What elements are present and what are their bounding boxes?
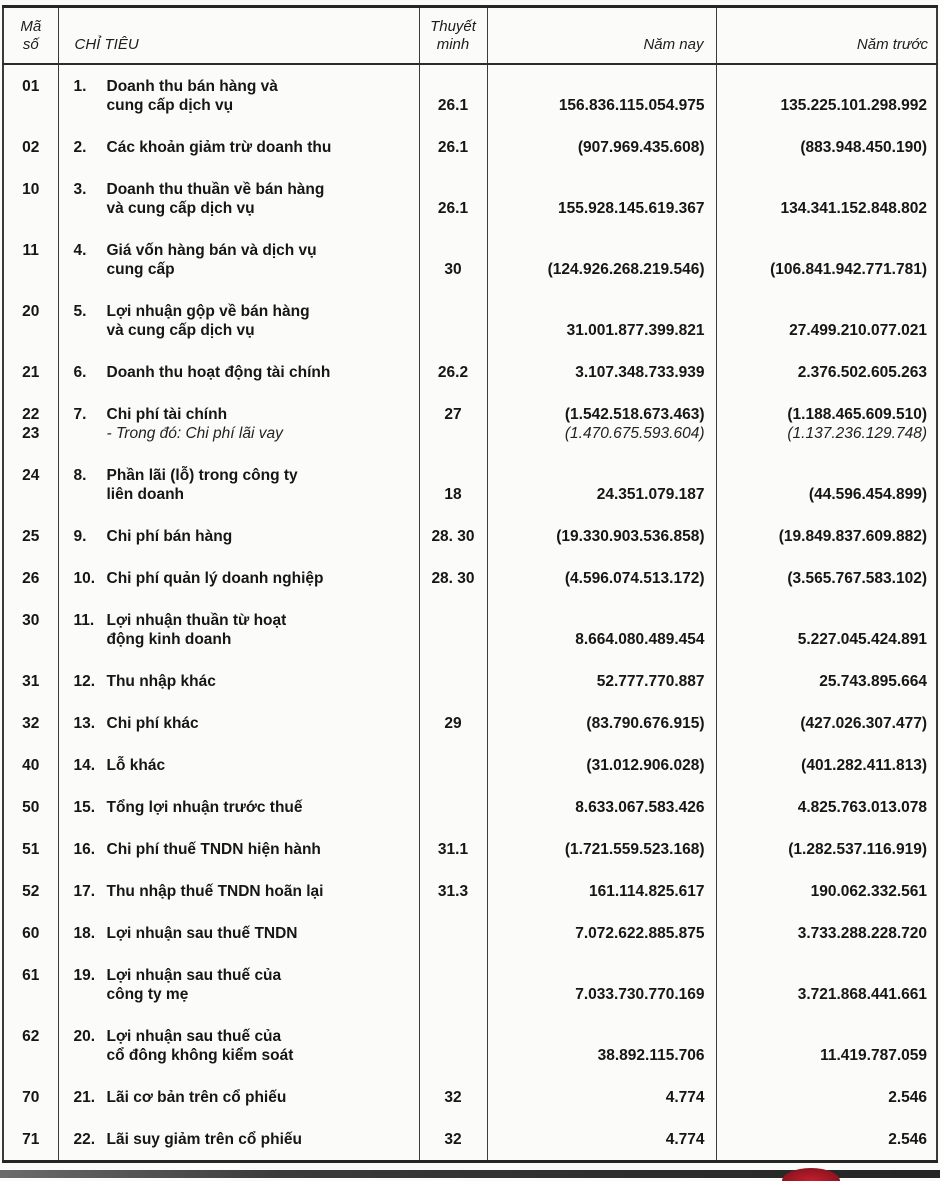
row-value-current (487, 454, 716, 515)
row-item-line (59, 466, 419, 504)
row-note (419, 599, 487, 660)
row-value-prior-main: 2.376.502.605.263 (797, 363, 927, 381)
row-item (58, 64, 419, 126)
row-item-number: 18. (73, 924, 96, 942)
row-value-current (487, 515, 716, 557)
row-value-prior-main: 11.419.787.059 (820, 1046, 927, 1064)
row-value-current (487, 64, 716, 126)
row-code (3, 168, 58, 229)
row-code-main: 62 (22, 1027, 40, 1045)
row-code-main: 70 (22, 1088, 40, 1106)
row-item-label: Các khoản giảm trừ doanh thu (106, 138, 332, 156)
row-value-current (487, 786, 716, 828)
row-item (58, 454, 419, 515)
row-value-current-main: (4.596.074.513.172) (564, 569, 705, 587)
row-value-prior (716, 557, 937, 599)
row-item-label: Chi phí thuế TNDN hiện hành (106, 840, 321, 858)
row-note: 26.2 (419, 351, 487, 393)
row-code (3, 744, 58, 786)
row-item-label: Lợi nhuận sau thuế của công ty mẹ (106, 966, 282, 1003)
row-note: 29 (419, 702, 487, 744)
row-code (3, 912, 58, 954)
row-value-current-main: (83.790.676.915) (586, 714, 705, 732)
row-value-current-main: 8.633.067.583.426 (575, 798, 705, 816)
row-value-current-main: 7.072.622.885.875 (575, 924, 705, 942)
row-value-prior-main: 25.743.895.664 (819, 672, 927, 690)
row-value-prior-main: (883.948.450.190) (800, 138, 927, 156)
row-note: 32 (419, 1118, 487, 1162)
row-code-main: 01 (22, 77, 40, 95)
row-item (58, 702, 419, 744)
row-value-prior-main: 3.721.868.441.661 (797, 985, 927, 1003)
row-code (3, 1015, 58, 1076)
row-code-sub: 23 (22, 424, 40, 442)
row-code-main: 61 (22, 966, 40, 984)
row-value-current-main: 31.001.877.399.821 (566, 321, 705, 339)
row-value-prior (716, 660, 937, 702)
row-value-prior (716, 954, 937, 1015)
row-value-prior-main: 3.733.288.228.720 (797, 924, 927, 942)
row-note (419, 1015, 487, 1076)
row-value-current-sub: (1.470.675.593.604) (564, 424, 705, 442)
row-item-number: 11. (73, 611, 95, 629)
row-item-label: Chi phí tài chính (106, 405, 228, 423)
row-value-prior-main: 135.225.101.298.992 (780, 96, 927, 114)
table-row (3, 954, 937, 1015)
row-value-prior-main: 2.546 (888, 1130, 927, 1148)
row-code (3, 1076, 58, 1118)
row-item (58, 557, 419, 599)
row-item-label: Phần lãi (lỗ) trong công ty liên doanh (106, 466, 298, 503)
row-value-prior (716, 515, 937, 557)
row-code (3, 126, 58, 168)
row-value-current-main: (907.969.435.608) (577, 138, 705, 156)
row-value-current (487, 1076, 716, 1118)
row-value-prior (716, 454, 937, 515)
row-value-current-main: 52.777.770.887 (596, 672, 705, 690)
row-value-current (487, 168, 716, 229)
header-note-line2: minh (436, 36, 470, 53)
row-code-main: 71 (22, 1130, 40, 1148)
row-code-main: 25 (22, 527, 40, 545)
row-item-number: 3. (73, 180, 87, 198)
row-value-current-main: 38.892.115.706 (597, 1046, 705, 1064)
row-note: 31.3 (419, 870, 487, 912)
table-row (3, 515, 937, 557)
row-value-prior (716, 229, 937, 290)
row-value-current (487, 557, 716, 599)
table-row (3, 126, 937, 168)
row-value-prior (716, 599, 937, 660)
row-item-label: Lợi nhuận sau thuế của cổ đông không kiểm soát (106, 1027, 294, 1064)
row-note: 18 (419, 454, 487, 515)
row-value-current-main: 4.774 (665, 1088, 705, 1106)
header-note-line1: Thuyết (430, 18, 476, 35)
row-value-current-main: (1.542.518.673.463) (564, 405, 705, 423)
row-item-line (59, 798, 419, 817)
row-value-prior (716, 744, 937, 786)
row-code-main: 24 (22, 466, 40, 484)
row-code-main: 21 (22, 363, 40, 381)
row-item (58, 1076, 419, 1118)
table-row (3, 660, 937, 702)
row-item-number: 15. (73, 798, 96, 816)
row-code-main: 02 (22, 138, 40, 156)
row-item-line (59, 405, 419, 424)
row-note (419, 954, 487, 1015)
row-value-current-main: 156.836.115.054.975 (558, 96, 705, 114)
row-item-number: 5. (73, 302, 87, 320)
row-item-line (59, 569, 419, 588)
row-value-prior (716, 1076, 937, 1118)
row-note: 30 (419, 229, 487, 290)
header-current-year: Năm nay (487, 7, 716, 65)
row-value-prior-main: (1.188.465.609.510) (787, 405, 927, 423)
row-code (3, 954, 58, 1015)
row-item-line (59, 611, 419, 649)
row-code-main: 11 (22, 241, 39, 259)
row-note (419, 912, 487, 954)
table-row (3, 290, 937, 351)
header-code-line1: Mã (20, 18, 42, 35)
row-item-number: 16. (73, 840, 96, 858)
row-item-number: 22. (73, 1130, 96, 1148)
row-item-number: 6. (73, 363, 87, 381)
row-code-main: 52 (22, 882, 40, 900)
row-item (58, 351, 419, 393)
row-item (58, 515, 419, 557)
row-value-current (487, 702, 716, 744)
table-row (3, 828, 937, 870)
row-item-number: 8. (73, 466, 87, 484)
header-code-line2: số (22, 36, 39, 53)
row-item-label: Lợi nhuận gộp về bán hàng và cung cấp dịch vụ (106, 302, 310, 339)
row-item-line (59, 840, 419, 859)
row-code (3, 351, 58, 393)
table-row (3, 870, 937, 912)
row-item-line (59, 714, 419, 733)
statement-page (2, 5, 938, 1163)
row-value-current (487, 1118, 716, 1162)
row-value-prior (716, 290, 937, 351)
row-value-prior-main: 2.546 (888, 1088, 927, 1106)
row-item-label: Doanh thu bán hàng và cung cấp dịch vụ (106, 77, 278, 114)
row-value-current-main: 155.928.145.619.367 (557, 199, 705, 217)
row-value-prior-main: 5.227.045.424.891 (797, 630, 927, 648)
row-item-label: Lãi suy giảm trên cổ phiếu (106, 1130, 303, 1148)
row-value-current (487, 229, 716, 290)
table-row (3, 744, 937, 786)
row-value-prior-main: (19.849.837.609.882) (778, 527, 927, 545)
row-item (58, 786, 419, 828)
table-row (3, 64, 937, 126)
row-item-label: Lợi nhuận thuần từ hoạt động kinh doanh (106, 611, 287, 648)
row-value-prior-main: 190.062.332.561 (810, 882, 927, 900)
row-value-current-main: 161.114.825.617 (588, 882, 705, 900)
row-item-line (59, 138, 419, 157)
row-code-main: 31 (22, 672, 40, 690)
row-value-current-main: 3.107.348.733.939 (575, 363, 705, 381)
row-note: 31.1 (419, 828, 487, 870)
row-item (58, 660, 419, 702)
row-item-line (59, 756, 419, 775)
table-row (3, 229, 937, 290)
row-value-prior (716, 393, 937, 454)
table-row (3, 1076, 937, 1118)
row-code-main: 32 (22, 714, 40, 732)
row-code (3, 290, 58, 351)
row-code (3, 454, 58, 515)
row-value-current (487, 828, 716, 870)
table-body (3, 64, 937, 1162)
row-note: 26.1 (419, 168, 487, 229)
row-item (58, 599, 419, 660)
row-code (3, 702, 58, 744)
row-value-prior-main: (401.282.411.813) (801, 756, 927, 774)
row-value-current (487, 744, 716, 786)
row-item-line (59, 180, 419, 218)
row-value-prior (716, 828, 937, 870)
table-row (3, 786, 937, 828)
row-value-prior (716, 786, 937, 828)
row-note: 28. 30 (419, 515, 487, 557)
row-value-current (487, 599, 716, 660)
row-value-prior-main: 134.341.152.848.802 (780, 199, 927, 217)
row-item-line (59, 527, 419, 546)
table-row (3, 557, 937, 599)
row-item-number: 9. (73, 527, 87, 545)
row-value-current (487, 660, 716, 702)
row-item-line (59, 924, 419, 943)
row-value-current (487, 1015, 716, 1076)
row-note (419, 290, 487, 351)
row-item-number: 7. (73, 405, 87, 423)
row-value-prior (716, 870, 937, 912)
header-item: CHỈ TIÊU (58, 7, 419, 65)
row-item (58, 393, 419, 454)
row-item-line (59, 966, 419, 1004)
row-value-current (487, 870, 716, 912)
row-value-prior-main: (3.565.767.583.102) (787, 569, 927, 587)
row-code (3, 1118, 58, 1162)
row-item (58, 1118, 419, 1162)
row-value-current (487, 290, 716, 351)
row-item-line (59, 882, 419, 901)
row-value-current-main: (19.330.903.536.858) (556, 527, 705, 545)
income-statement-table (2, 5, 938, 1163)
row-value-prior-main: (427.026.307.477) (800, 714, 927, 732)
row-code (3, 64, 58, 126)
row-code (3, 828, 58, 870)
row-item (58, 168, 419, 229)
table-row (3, 1015, 937, 1076)
row-value-prior (716, 912, 937, 954)
row-value-current-main: (1.721.559.523.168) (564, 840, 705, 858)
row-value-current (487, 954, 716, 1015)
row-code (3, 660, 58, 702)
row-value-current (487, 912, 716, 954)
row-code-main: 50 (22, 798, 40, 816)
row-item (58, 229, 419, 290)
row-item-label: Lợi nhuận sau thuế TNDN (106, 924, 298, 942)
row-item (58, 1015, 419, 1076)
row-item-label: Lỗ khác (106, 756, 166, 774)
table-row (3, 912, 937, 954)
row-value-prior-main: (106.841.942.771.781) (770, 260, 927, 278)
row-code (3, 515, 58, 557)
row-item-number: 17. (73, 882, 96, 900)
row-item-number: 20. (73, 1027, 96, 1045)
row-note (419, 786, 487, 828)
row-item (58, 744, 419, 786)
row-item-line (59, 672, 419, 691)
row-code-main: 26 (22, 569, 40, 587)
row-item-label: Chi phí bán hàng (106, 527, 233, 545)
row-item-label: Doanh thu hoạt động tài chính (106, 363, 331, 381)
row-note: 27 (419, 393, 487, 454)
row-code (3, 557, 58, 599)
row-item-label: Tổng lợi nhuận trước thuế (106, 798, 303, 816)
table-header (3, 7, 937, 65)
row-note (419, 744, 487, 786)
row-item-number: 4. (73, 241, 87, 259)
row-value-prior (716, 1015, 937, 1076)
row-item-line (59, 363, 419, 382)
row-item-number: 10. (73, 569, 96, 587)
row-value-current (487, 393, 716, 454)
row-value-current (487, 126, 716, 168)
header-code (3, 7, 58, 65)
row-item (58, 912, 419, 954)
row-item-label: Giá vốn hàng bán và dịch vụ cung cấp (106, 241, 317, 278)
row-item-number: 19. (73, 966, 96, 984)
row-item-label: Chi phí quản lý doanh nghiệp (106, 569, 324, 587)
table-row (3, 599, 937, 660)
header-note (419, 7, 487, 65)
row-item-sublabel: - Trong đó: Chi phí lãi vay (106, 424, 283, 442)
table-row (3, 168, 937, 229)
row-item (58, 954, 419, 1015)
row-item-line (59, 1130, 419, 1149)
table-row (3, 1118, 937, 1162)
row-value-current-main: 4.774 (665, 1130, 705, 1148)
header-row (3, 7, 937, 65)
row-item-line (59, 241, 419, 279)
row-value-prior-main: 4.825.763.013.078 (797, 798, 927, 816)
row-item-number: 12. (73, 672, 96, 690)
row-note: 26.1 (419, 64, 487, 126)
row-code-main: 20 (22, 302, 40, 320)
table-row (3, 351, 937, 393)
table-row (3, 454, 937, 515)
row-value-prior (716, 351, 937, 393)
row-value-current-main: (124.926.268.219.546) (547, 260, 705, 278)
row-item-line (59, 302, 419, 340)
row-code (3, 393, 58, 454)
row-item (58, 126, 419, 168)
row-item-label: Lãi cơ bản trên cổ phiếu (106, 1088, 287, 1106)
row-value-current-main: (31.012.906.028) (586, 756, 705, 774)
header-prior-year: Năm trước (716, 7, 937, 65)
row-item-number: 1. (73, 77, 87, 95)
row-item (58, 828, 419, 870)
row-item-label: Chi phí khác (106, 714, 199, 732)
row-value-prior (716, 1118, 937, 1162)
row-note: 32 (419, 1076, 487, 1118)
row-note: 28. 30 (419, 557, 487, 599)
row-code (3, 786, 58, 828)
row-item-number: 2. (73, 138, 87, 156)
row-note: 26.1 (419, 126, 487, 168)
row-item-line (59, 77, 419, 115)
row-value-prior-main: (44.596.454.899) (808, 485, 927, 503)
row-item-number: 14. (73, 756, 96, 774)
table-row (3, 702, 937, 744)
row-code (3, 599, 58, 660)
row-item-line (59, 1027, 419, 1065)
row-item-number: 21. (73, 1088, 96, 1106)
row-code-main: 22 (22, 405, 40, 423)
row-item-line (59, 1088, 419, 1107)
row-code-main: 60 (22, 924, 40, 942)
row-value-prior (716, 126, 937, 168)
row-value-prior-main: (1.282.537.116.919) (788, 840, 927, 858)
row-item (58, 870, 419, 912)
row-item-label: Thu nhập thuế TNDN hoãn lại (106, 882, 324, 900)
row-value-prior-sub: (1.137.236.129.748) (787, 424, 927, 442)
row-code (3, 870, 58, 912)
row-code-main: 40 (22, 756, 40, 774)
row-value-current-main: 7.033.730.770.169 (575, 985, 705, 1003)
row-value-current-main: 8.664.080.489.454 (575, 630, 705, 648)
row-value-current (487, 351, 716, 393)
row-value-prior (716, 64, 937, 126)
row-value-prior (716, 702, 937, 744)
row-value-prior (716, 168, 937, 229)
table-row (3, 393, 937, 454)
row-code (3, 229, 58, 290)
row-note (419, 660, 487, 702)
row-code-main: 51 (22, 840, 40, 858)
row-item-label: Thu nhập khác (106, 672, 216, 690)
row-item-number: 13. (73, 714, 96, 732)
row-code-main: 10 (22, 180, 40, 198)
row-value-prior-main: 27.499.210.077.021 (789, 321, 927, 339)
row-value-current-main: 24.351.079.187 (596, 485, 705, 503)
row-item-label: Doanh thu thuần về bán hàng và cung cấp dịch vụ (106, 180, 325, 217)
row-item (58, 290, 419, 351)
row-code-main: 30 (22, 611, 40, 629)
